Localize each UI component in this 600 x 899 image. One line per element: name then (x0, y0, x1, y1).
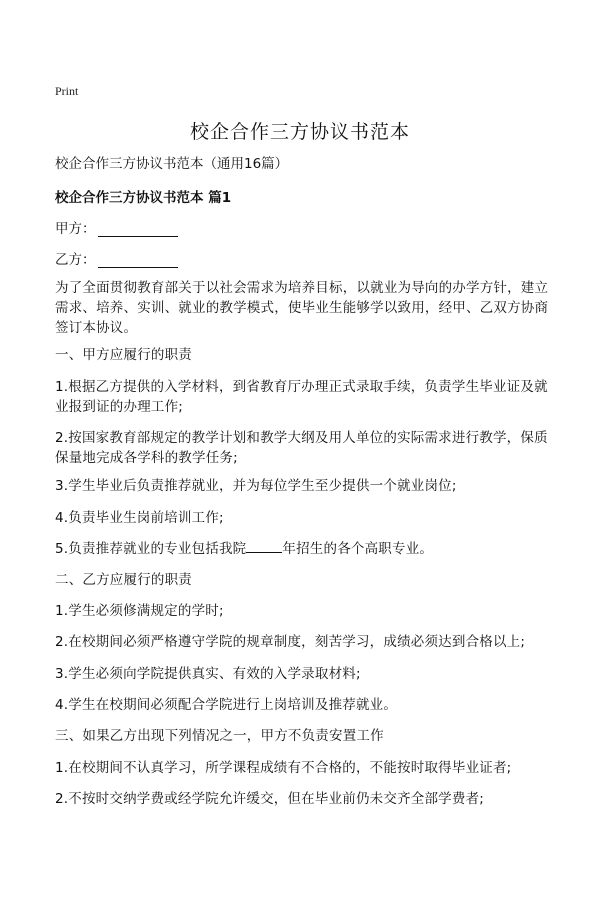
party-a-duty-2: 2.按国家教育部规定的教学计划和教学大纲及用人单位的实际需求进行教学，保质保量地完成各学科的教学任务; (55, 430, 548, 466)
exemption-2: 2.不按时交纳学费或经学院允许缓交，但在毕业前仍未交齐全部学费者; (55, 791, 485, 807)
party-a-blank (98, 222, 178, 237)
party-b-duty-1: 1.学生必须修满规定的学时; (55, 603, 224, 619)
party-a-duty-3: 3.学生毕业后负责推荐就业，并为每位学生至少提供一个就业岗位; (55, 478, 457, 494)
document-title: 校企合作三方协议书范本 (189, 121, 410, 143)
party-a-line (55, 217, 178, 237)
party-a-duty-5-text-before: 5.负责推荐就业的专业包括我院 (55, 541, 247, 557)
party-b-duty-3: 3.学生必须向学院提供真实、有效的入学录取材料; (55, 666, 361, 682)
party-a-duty-5-text-after: 年招生的各个高职专业。 (282, 541, 434, 557)
print-link[interactable]: Print (55, 84, 79, 98)
document-subtitle: 校企合作三方协议书范本（通用16篇） (55, 156, 289, 172)
party-a-duty-5 (55, 539, 553, 559)
party-a-duty-1: 1.根据乙方提供的入学材料，到省教育厅办理正式录取手续，负责学生毕业证及就业报到证的办理工作; (55, 379, 548, 415)
year-blank (246, 539, 282, 553)
party-b-blank (98, 253, 178, 268)
party-b-line (55, 248, 178, 268)
party-b-duty-2: 2.在校期间必须严格遵守学院的规章制度，刻苦学习，成绩必须达到合格以上; (55, 634, 526, 650)
section-heading: 校企合作三方协议书范本 篇1 (55, 190, 232, 206)
intro-paragraph: 为了全面贯彻教育部关于以社会需求为培养目标，以就业为导向的办学方针，建立需求、培养、实训、就业的教学模式，使毕业生能够学以致用，经甲、乙双方协商签订本协议。 (55, 280, 549, 336)
exemption-1: 1.在校期间不认真学习，所学课程成绩有不合格的，不能按时取得毕业证者; (55, 760, 512, 776)
heading-exemptions: 三、如果乙方出现下列情况之一，甲方不负责安置工作 (55, 728, 384, 744)
party-b-label: 乙方： (55, 252, 96, 268)
party-a-label: 甲方： (55, 221, 96, 237)
heading-party-b-duties: 二、乙方应履行的职责 (55, 572, 192, 588)
party-b-duty-4: 4.学生在校期间必须配合学院进行上岗培训及推荐就业。 (55, 697, 398, 713)
heading-party-a-duties: 一、甲方应履行的职责 (55, 347, 192, 363)
party-a-duty-4: 4.负责毕业生岗前培训工作; (55, 510, 224, 526)
